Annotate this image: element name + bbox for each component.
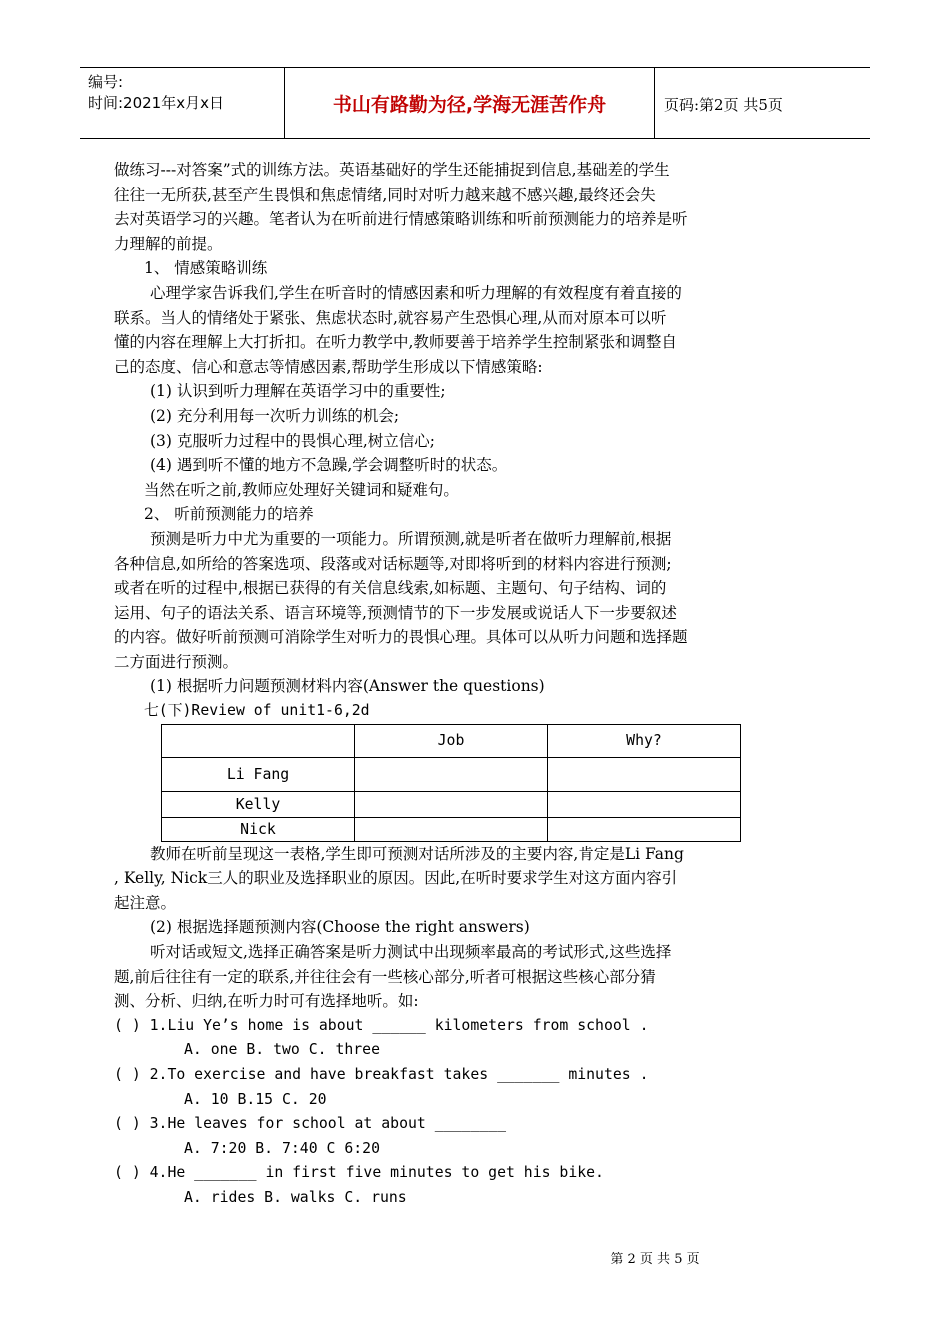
paragraph-line: 的内容。做好听前预测可消除学生对听力的畏惧心理。具体可以从听力问题和选择题 [114,628,688,647]
table-cell [355,791,548,817]
method-title: (1) 根据听力问题预测材料内容(Answer the questions) [150,677,545,696]
paragraph-line: 起注意。 [114,893,177,912]
paragraph-line: 去对英语学习的兴趣。笔者认为在听前进行情感策略训练和听前预测能力的培养是听 [114,210,688,229]
table-row-label: Li Fang [162,757,355,791]
paragraph-line: 二方面进行预测。 [114,652,239,671]
section-title: 1、 情感策略训练 [144,259,268,278]
question-stem: ( ) 4.He _______ in first five minutes to get his bike. [114,1164,604,1182]
table-cell [548,791,741,817]
question-options: A. one B. two C. three [184,1041,380,1059]
document-body [114,158,844,1211]
job-table [161,724,741,842]
paragraph-line: 做练习---对答案”式的训练方法。英语基础好的学生还能捕捉到信息,基础差的学生 [114,161,670,179]
strategy-item: (4) 遇到听不懂的地方不急躁,学会调整听时的状态。 [150,456,508,475]
paragraph-line: 各种信息,如所给的答案选项、段落或对话标题等,对即将听到的材料内容进行预测; [114,554,672,573]
header-divider [654,68,655,138]
paragraph-line: 联系。当人的情绪处于紧张、焦虑状态时,就容易产生恐惧心理,从而对原本可以听 [114,308,667,327]
page-number: 第 2 页 共 5 页 [610,1252,700,1267]
strategy-item: (1) 认识到听力理解在英语学习中的重要性; [150,382,446,401]
table-cell [355,757,548,791]
date-label: 时间:2021年x月x日 [88,94,224,112]
strategy-item: (2) 充分利用每一次听力训练的机会; [150,406,400,425]
paragraph-line: 教师在听前呈现这一表格,学生即可预测对话所涉及的主要内容,肯定是Li Fang [150,844,684,863]
paragraph-line: 运用、句子的语法关系、语言环境等,预测情节的下一步发展或说话人下一步要叙述 [114,603,677,622]
page-header [80,67,870,139]
header-meta [88,72,224,114]
question-stem: ( ) 1.Liu Ye’s home is about ______ kilometers from school . [114,1016,649,1034]
paragraph-line: 力理解的前提。 [114,234,223,253]
paragraph-line: , Kelly, Nick三人的职业及选择职业的原因。因此,在听时要求学生对这方面内容引 [114,869,678,888]
page-footer [0,1248,950,1267]
paragraph-line: 懂的内容在理解上大打折扣。在听力教学中,教师要善于培养学生控制紧张和调整自 [114,333,677,352]
table-header-cell [162,724,355,757]
paragraph-line: 当然在听之前,教师应处理好关键词和疑难句。 [144,480,459,499]
table-cell [548,757,741,791]
table-cell [548,817,741,841]
table-row-label: Kelly [162,791,355,817]
paragraph-line: 题,前后往往有一定的联系,并往往会有一些核心部分,听者可根据这些核心部分猜 [114,967,656,986]
question-stem: ( ) 2.To exercise and have breakfast takes _______ minutes . [114,1066,649,1083]
number-label: 编号: [88,73,124,91]
method-title: (2) 根据选择题预测内容(Choose the right answers) [150,918,530,937]
table-cell [355,817,548,841]
table-row-label: Nick [162,817,355,841]
header-motto: 书山有路勤为径,学海无涯苦作舟 [332,94,607,116]
question-options: A. 10 B.15 C. 20 [184,1090,327,1108]
table-header-cell: Why? [548,724,741,757]
strategy-item: (3) 克服听力过程中的畏惧心理,树立信心; [150,431,436,450]
table-header-cell: Job [355,724,548,757]
paragraph-line: 往往一无所获,甚至产生畏惧和焦虑情绪,同时对听力越来越不感兴趣,最终还会失 [114,185,656,204]
paragraph-line: 或者在听的过程中,根据已获得的有关信息线索,如标题、主题句、句子结构、词的 [114,579,667,598]
paragraph-line: 测、分析、归纳,在听力时可有选择地听。如: [114,992,419,1011]
question-options: A. rides B. walks C. runs [184,1188,407,1206]
paragraph-line: 己的态度、信心和意志等情感因素,帮助学生形成以下情感策略: [114,357,543,376]
paragraph-line: 听对话或短文,选择正确答案是听力测试中出现频率最高的考试形式,这些选择 [150,943,672,962]
paragraph-line: 心理学家告诉我们,学生在听音时的情感因素和听力理解的有效程度有着直接的 [150,283,682,302]
question-options: A. 7:20 B. 7:40 C 6:20 [184,1139,380,1157]
paragraph-line: 预测是听力中尤为重要的一项能力。所谓预测,就是听者在做听力理解前,根据 [150,529,672,548]
question-stem: ( ) 3.He leaves for school at about ________ [114,1115,506,1133]
review-title: 七(下)Review of unit1-6,2d [144,702,370,720]
section-title: 2、 听前预测能力的培养 [144,505,314,524]
header-page-label: 页码:第2页 共5页 [664,96,783,114]
